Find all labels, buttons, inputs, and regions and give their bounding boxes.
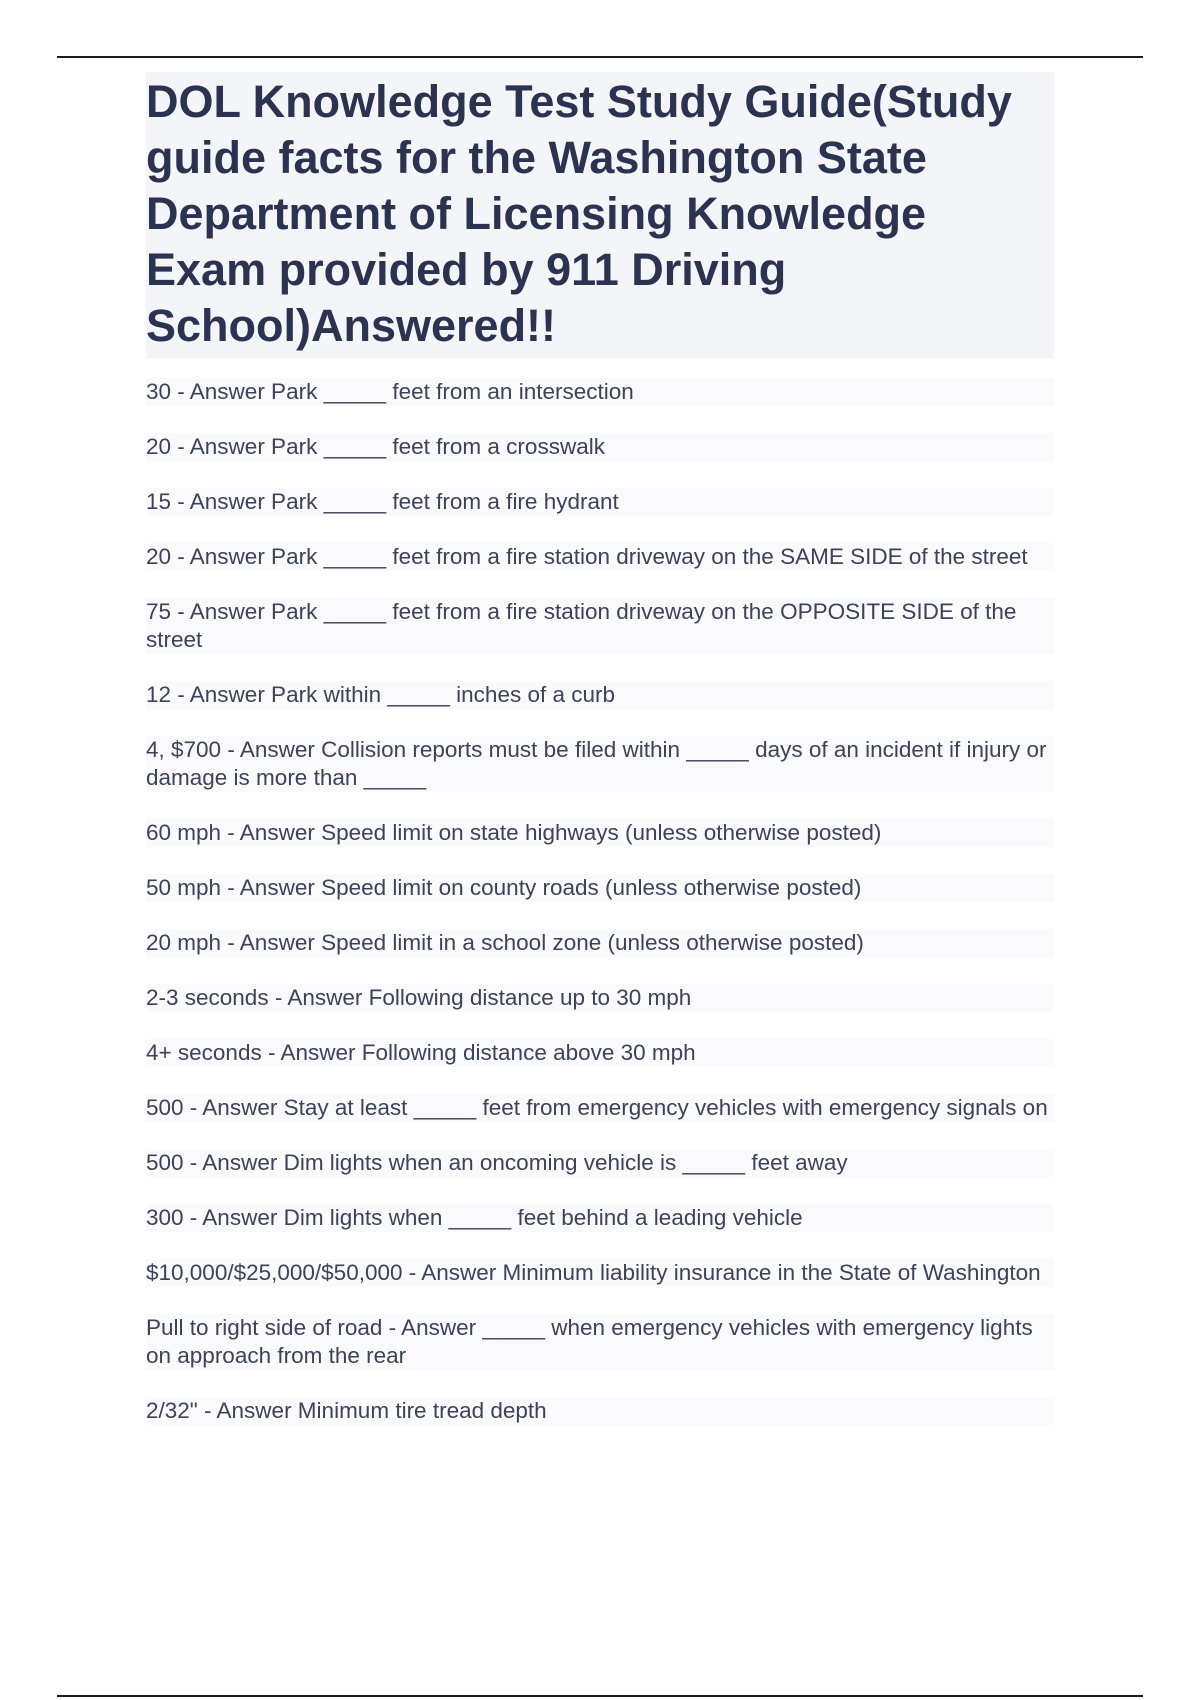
qa-item: 15 - Answer Park _____ feet from a fire hydrant xyxy=(146,488,1054,516)
qa-item: 75 - Answer Park _____ feet from a fire station driveway on the OPPOSITE SIDE of the street xyxy=(146,598,1054,654)
qa-item: Pull to right side of road - Answer _____ when emergency vehicles with emergency lights on approach from the rear xyxy=(146,1314,1054,1370)
qa-item: 4, $700 - Answer Collision reports must be filed within _____ days of an incident if injury or damage is more than _____ xyxy=(146,736,1054,792)
qa-item: 2/32" - Answer Minimum tire tread depth xyxy=(146,1397,1054,1425)
title-block xyxy=(146,72,1054,358)
qa-item: $10,000/$25,000/$50,000 - Answer Minimum liability insurance in the State of Washington xyxy=(146,1259,1054,1287)
qa-item: 50 mph - Answer Speed limit on county roads (unless otherwise posted) xyxy=(146,874,1054,902)
bottom-rule xyxy=(57,1695,1143,1697)
qa-item: 20 mph - Answer Speed limit in a school zone (unless otherwise posted) xyxy=(146,929,1054,957)
qa-item: 500 - Answer Dim lights when an oncoming vehicle is _____ feet away xyxy=(146,1149,1054,1177)
qa-item: 60 mph - Answer Speed limit on state highways (unless otherwise posted) xyxy=(146,819,1054,847)
qa-item: 2-3 seconds - Answer Following distance up to 30 mph xyxy=(146,984,1054,1012)
qa-item: 300 - Answer Dim lights when _____ feet behind a leading vehicle xyxy=(146,1204,1054,1232)
qa-item: 500 - Answer Stay at least _____ feet from emergency vehicles with emergency signals on xyxy=(146,1094,1054,1122)
qa-item: 4+ seconds - Answer Following distance above 30 mph xyxy=(146,1039,1054,1067)
qa-item: 20 - Answer Park _____ feet from a crosswalk xyxy=(146,433,1054,461)
document-content xyxy=(146,72,1054,1452)
top-rule xyxy=(57,56,1143,58)
qa-list xyxy=(146,378,1054,1425)
qa-item: 20 - Answer Park _____ feet from a fire station driveway on the SAME SIDE of the street xyxy=(146,543,1054,571)
qa-item: 30 - Answer Park _____ feet from an intersection xyxy=(146,378,1054,406)
document-title: DOL Knowledge Test Study Guide(Study guide facts for the Washington State Department of Licensing Knowledge Exam provided by 911 Driving School)Answered!! xyxy=(146,76,1012,351)
qa-item: 12 - Answer Park within _____ inches of a curb xyxy=(146,681,1054,709)
